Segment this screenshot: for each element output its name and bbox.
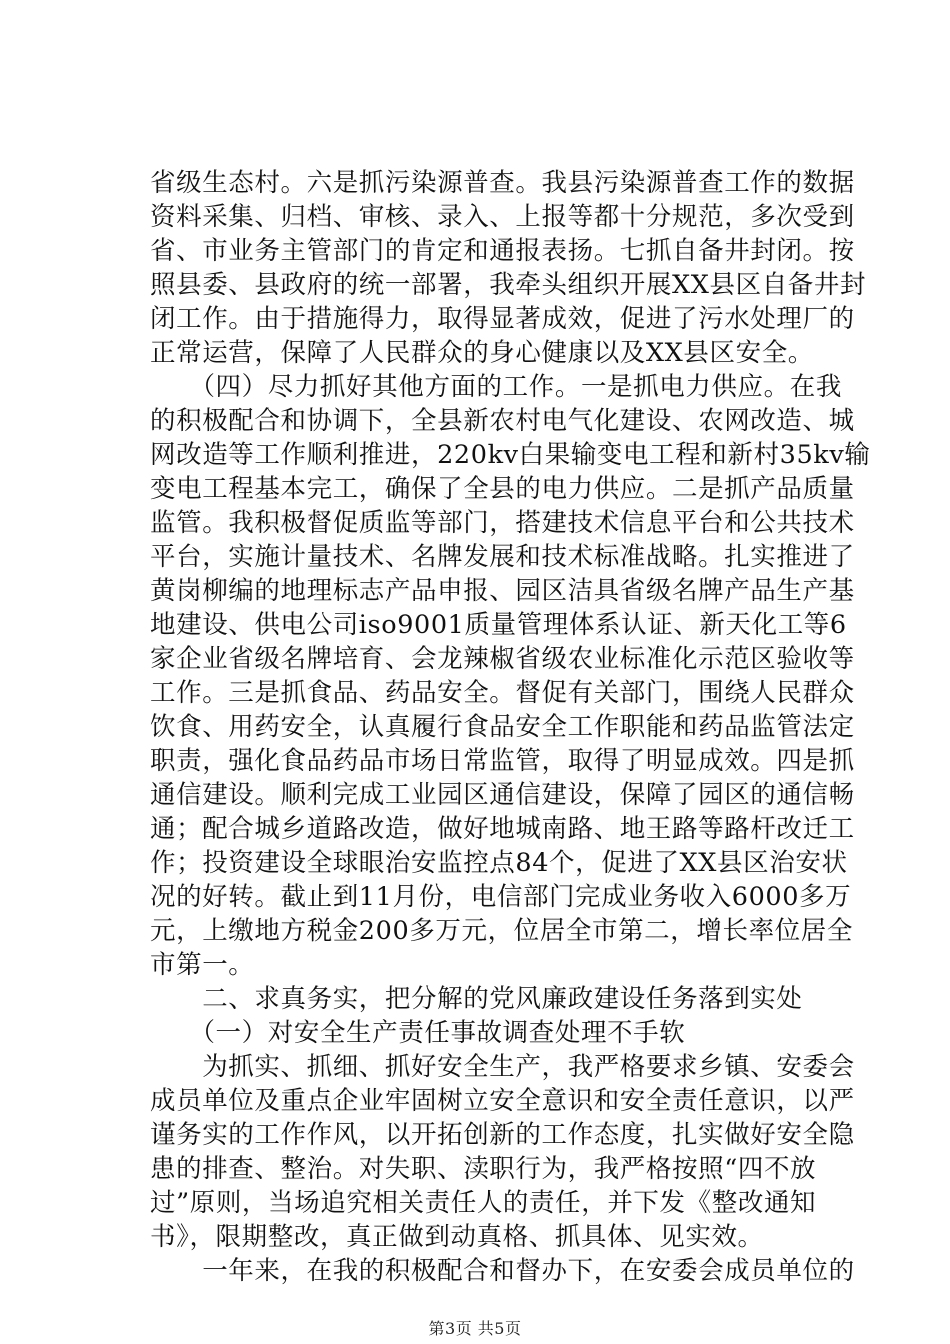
text-line: 饮食、用药安全，认真履行食品安全工作职能和药品监管法定 [150,712,855,742]
text-line: 患的排查、整治。对失职、渎职行为，我严格按照“四不放 [150,1154,817,1184]
text-line: 照县委、县政府的统一部署，我牵头组织开展XX县区自备井封 [150,270,867,300]
text-line: 省级生态村。六是抓污染源普查。我县污染源普查工作的数据 [150,168,855,198]
text-line: 网改造等工作顺利推进，220kv白果输变电工程和新村35kv输 [150,440,871,470]
text-line: 为抓实、抓细、抓好安全生产，我严格要求乡镇、安委会 [150,1052,855,1082]
text-line: 省、市业务主管部门的肯定和通报表扬。七抓自备井封闭。按 [150,236,855,266]
text-line: 闭工作。由于措施得力，取得显著成效，促进了污水处理厂的 [150,304,855,334]
text-line: 资料采集、归档、审核、录入、上报等都十分规范，多次受到 [150,202,855,232]
text-line: 监管。我积极督促质监等部门，搭建技术信息平台和公共技术 [150,508,855,538]
text-line: 职责，强化食品药品市场日常监管，取得了明显成效。四是抓 [150,746,855,776]
section-heading: 二、求真务实，把分解的党风廉政建设任务落到实处 [150,984,803,1014]
text-line: 谨务实的工作作风，以开拓创新的工作态度，扎实做好安全隐 [150,1120,855,1150]
text-line: 成员单位及重点企业牢固树立安全意识和安全责任意识，以严 [150,1086,855,1116]
text-line: 通；配合城乡道路改造，做好地城南路、地王路等路杆改迁工 [150,814,855,844]
text-line: 黄岗柳编的地理标志产品申报、园区洁具省级名牌产品生产基 [150,576,855,606]
text-line: 工作。三是抓食品、药品安全。督促有关部门，围绕人民群众 [150,678,855,708]
text-line: （四）尽力抓好其他方面的工作。一是抓电力供应。在我 [150,372,842,402]
text-line: 市第一。 [150,950,255,980]
text-line: 一年来，在我的积极配合和督办下，在安委会成员单位的 [150,1256,855,1286]
text-line: 过”原则，当场追究相关责任人的责任，并下发《整改通知 [150,1188,817,1218]
page-number-footer: 第3页 共5页 [428,1319,522,1338]
subsection-heading: （一）对安全生产责任事故调查处理不手软 [150,1018,686,1048]
text-line: 元，上缴地方税金200多万元，位居全市第二，增长率位居全 [150,916,853,946]
text-line: 通信建设。顺利完成工业园区通信建设，保障了园区的通信畅 [150,780,855,810]
text-line: 地建设、供电公司iso9001质量管理体系认证、新天化工等6 [150,610,847,640]
text-line: 的积极配合和协调下，全县新农村电气化建设、农网改造、城 [150,406,855,436]
text-line: 平台，实施计量技术、名牌发展和技术标准战略。扎实推进了 [150,542,855,572]
text-line: 书》，限期整改，真正做到动真格、抓具体、见实效。 [150,1222,764,1252]
text-line: 变电工程基本完工，确保了全县的电力供应。二是抓产品质量 [150,474,855,504]
text-line: 况的好转。截止到11月份，电信部门完成业务收入6000多万 [150,882,852,912]
text-line: 作；投资建设全球眼治安监控点84个，促进了XX县区治安状 [150,848,848,878]
text-line: 家企业省级名牌培育、会龙辣椒省级农业标准化示范区验收等 [150,644,855,674]
text-line: 正常运营，保障了人民群众的身心健康以及XX县区安全。 [150,338,814,368]
